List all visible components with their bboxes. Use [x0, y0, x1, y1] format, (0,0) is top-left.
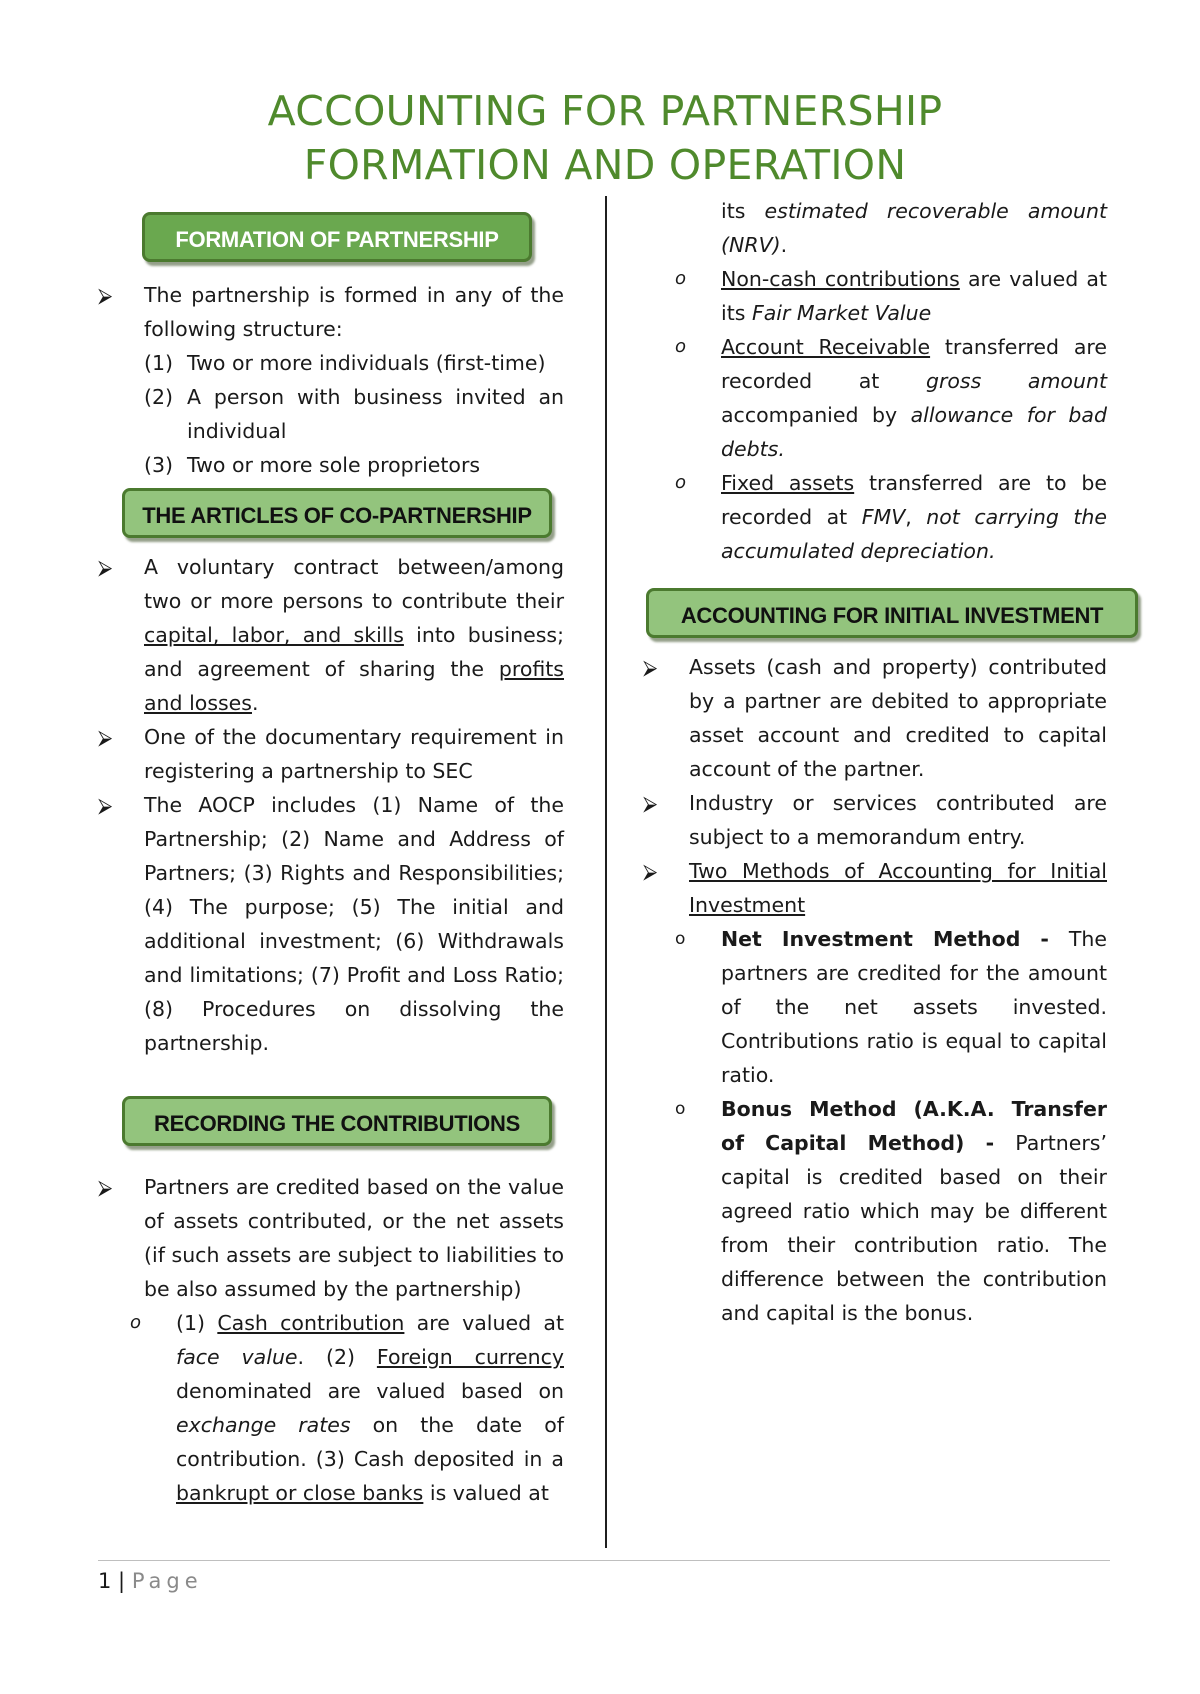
formation-intro-item: ⮚ The partnership is formed in any of the following structure:: [98, 278, 564, 346]
page-number: 1: [98, 1569, 112, 1593]
arrow-bullet-icon: ⮚: [643, 859, 658, 883]
initial-item-3: ⮚ Two Methods of Accounting for Initial Investment: [643, 854, 1107, 922]
footer-separator: |: [111, 1569, 132, 1593]
title-line-2: FORMATION AND OPERATION: [303, 141, 907, 189]
footer-rule: [98, 1560, 1110, 1561]
initial-item-2: ⮚ Industry or services contributed are subject to a memorandum entry.: [643, 786, 1107, 854]
noncash-item: o Non-cash contributions are valued at its Fair Market Value: [675, 262, 1107, 330]
initial-investment-header: ACCOUNTING FOR INITIAL INVESTMENT: [646, 588, 1138, 638]
circle-bullet-icon: o: [675, 472, 687, 493]
document-title: [0, 84, 1200, 192]
articles-item-1: ⮚ A voluntary contract between/among two or more persons to contribute their capital, labor, and skills into business; and agreement of sharing the profits and losses.: [98, 550, 564, 720]
arrow-bullet-icon: ⮚: [98, 555, 113, 579]
circle-bullet-icon: o: [675, 336, 687, 357]
page-footer: [98, 1566, 203, 1596]
circle-bullet-icon: o: [675, 1099, 686, 1119]
initial-item-1: ⮚ Assets (cash and property) contributed by a partner are debited to appropriate asset account and credited to capital account of the partner.: [643, 650, 1107, 786]
articles-item-2: ⮚ One of the documentary requirement in registering a partnership to SEC: [98, 720, 564, 788]
fixed-assets-item: o Fixed assets transferred are to be recorded at FMV, not carrying the accumulated depreciation.: [675, 466, 1107, 568]
articles-header: THE ARTICLES OF CO-PARTNERSHIP: [122, 488, 552, 538]
arrow-bullet-icon: ⮚: [98, 725, 113, 749]
circle-bullet-icon: o: [675, 268, 687, 289]
left-column: [98, 196, 564, 1510]
arrow-bullet-icon: ⮚: [98, 283, 113, 307]
circle-bullet-icon: o: [675, 929, 686, 949]
account-receivable-item: o Account Receivable transferred are recorded at gross amount accompanied by allowance for bad debts.: [675, 330, 1107, 466]
bonus-method-item: o Bonus Method (A.K.A. Transfer of Capital Method) - Partners’ capital is credited based on their agreed ratio which may be different from their contribution ratio. The difference between the contribution and capital is the bonus.: [675, 1092, 1107, 1330]
right-column: [643, 196, 1107, 1330]
page-label: Page: [131, 1569, 203, 1593]
title-line-1: ACCOUNTING FOR PARTNERSHIP: [267, 87, 943, 135]
formation-header: FORMATION OF PARTNERSHIP: [142, 212, 532, 262]
recording-sub-item: o (1) Cash contribution are valued at face value. (2) Foreign currency denominated are valued based on exchange rates on the date of contribution. (3) Cash deposited in a bankrupt or close banks is valued at: [130, 1306, 564, 1510]
recording-item-1: ⮚ Partners are credited based on the value of assets contributed, or the net assets (if such assets are subject to liabilities to be also assumed by the partnership): [98, 1170, 564, 1306]
arrow-bullet-icon: ⮚: [643, 655, 658, 679]
formation-item-1: (1) Two or more individuals (first-time): [144, 351, 546, 375]
articles-item-3: ⮚ The AOCP includes (1) Name of the Partnership; (2) Name and Address of Partners; (3) Rights and Responsibilities; (4) The purpose; (5) The initial and additional investment; (6) Withdrawals and limitations; (7) Profit and Loss Ratio; (8) Procedures on dissolving the partnership.: [98, 788, 564, 1060]
formation-item-3: (3) Two or more sole proprietors: [144, 453, 481, 477]
continued-text: its estimated recoverable amount (NRV).: [721, 199, 1107, 257]
recording-header: RECORDING THE CONTRIBUTIONS: [122, 1096, 552, 1146]
arrow-bullet-icon: ⮚: [643, 791, 658, 815]
circle-bullet-icon: o: [130, 1312, 142, 1333]
column-divider: [605, 196, 607, 1548]
formation-item-2: (2) A person with business invited an individual: [144, 385, 564, 443]
arrow-bullet-icon: ⮚: [98, 793, 113, 817]
net-investment-method-item: o Net Investment Method - The partners are credited for the amount of the net assets invested. Contributions ratio is equal to capital ratio.: [675, 922, 1107, 1092]
arrow-bullet-icon: ⮚: [98, 1175, 113, 1199]
